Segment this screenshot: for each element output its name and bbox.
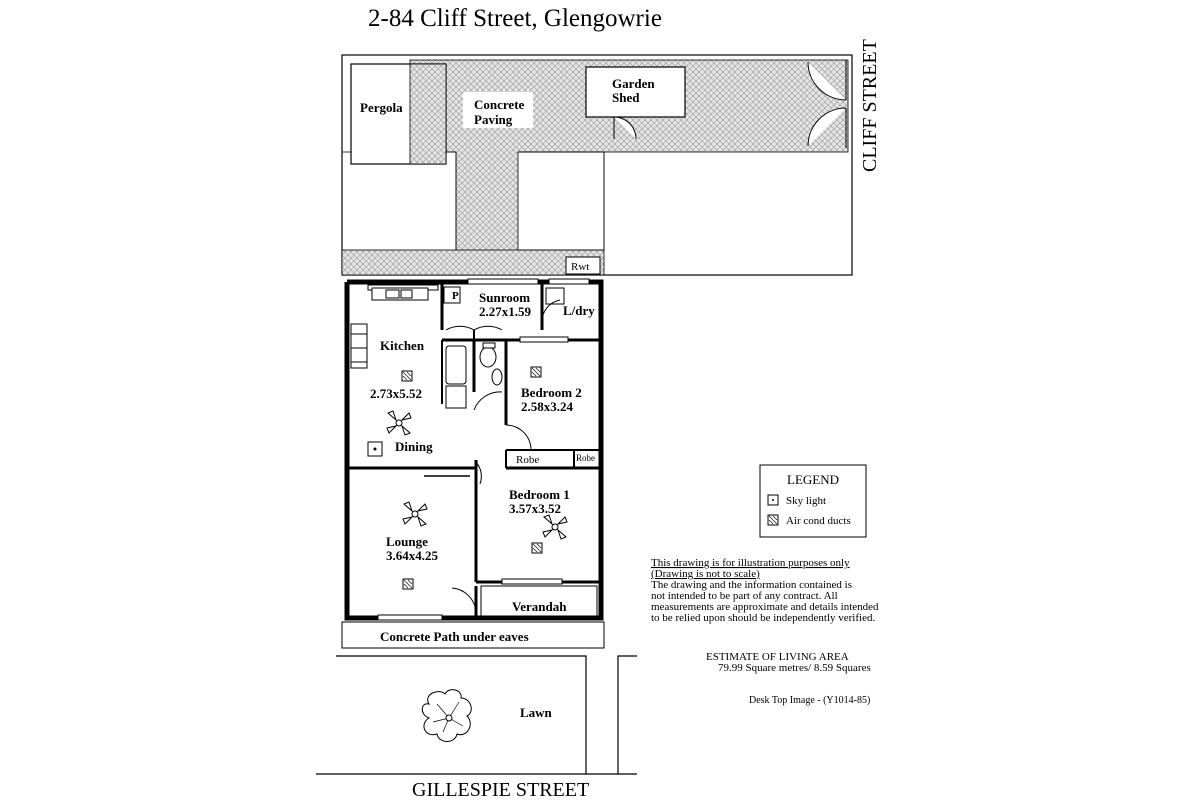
sunroom-label: Sunroom <box>479 290 531 305</box>
robe-label: Robe <box>516 454 540 466</box>
legend-sky-light: Sky light <box>786 495 827 507</box>
bedroom-1-size: 3.57x3.52 <box>509 501 561 516</box>
kitchen-label: Kitchen <box>380 338 425 353</box>
estimate-value: 79.99 Square metres/ 8.59 Squares <box>718 662 871 674</box>
dining-label: Dining <box>395 439 433 454</box>
disclaimer <box>651 557 879 624</box>
estimate-heading: ESTIMATE OF LIVING AREA <box>706 651 849 663</box>
sunroom-size: 2.27x1.59 <box>479 304 531 319</box>
backyard <box>342 55 852 275</box>
legend <box>760 465 866 537</box>
ceiling-fan-icon <box>387 411 411 435</box>
disclaimer-body-2: not intended to be part of any contract. All <box>651 590 838 602</box>
ceiling-fan-icon <box>403 502 427 526</box>
footer-ref: Desk Top Image - (Y1014-85) <box>749 695 871 706</box>
kitchen-size: 2.73x5.52 <box>370 386 422 401</box>
shed-label-1: Garden <box>612 76 655 91</box>
gillespie-street-label: GILLESPIE STREET <box>412 779 590 800</box>
concrete-paving-path <box>456 150 518 250</box>
rwt-label: Rwt <box>571 261 590 273</box>
disclaimer-body-1: The drawing and the information contained is <box>651 579 852 591</box>
lounge-label: Lounge <box>386 534 428 549</box>
bedroom-2-size: 2.58x3.24 <box>521 399 573 414</box>
pantry-label: P <box>452 290 459 302</box>
path-label: Concrete Path under eaves <box>380 629 529 644</box>
ceiling-fan-icon <box>543 515 567 539</box>
concrete-paving-bottom <box>342 250 604 275</box>
laundry-label: L/dry <box>563 303 595 318</box>
house <box>347 279 601 620</box>
plan-title: 2-84 Cliff Street, Glengowrie <box>368 5 662 32</box>
bedroom-2-label: Bedroom 2 <box>521 385 582 400</box>
tree-icon <box>422 690 471 742</box>
pergola-label: Pergola <box>360 100 403 115</box>
robe-2-label: Robe <box>576 453 595 463</box>
legend-title: LEGEND <box>787 472 839 487</box>
bedroom-1-label: Bedroom 1 <box>509 487 570 502</box>
disclaimer-body-3: measurements are approximate and details intended <box>651 601 879 613</box>
disclaimer-line-2: (Drawing is not to scale) <box>651 568 760 580</box>
verandah-label: Verandah <box>512 599 567 614</box>
shed-label-2: Shed <box>612 90 640 105</box>
front-yard <box>316 656 637 774</box>
paving-label-1: Concrete <box>474 97 525 112</box>
lounge-size: 3.64x4.25 <box>386 548 438 563</box>
disclaimer-body-4: to be relied upon should be independently verified. <box>651 612 876 624</box>
legend-air-cond: Air cond ducts <box>786 515 851 527</box>
paving-label-2: Paving <box>474 112 513 127</box>
cliff-street-label: CLIFF STREET <box>859 39 881 172</box>
disclaimer-line-1: This drawing is for illustration purposes only <box>651 557 850 569</box>
lawn-label: Lawn <box>520 705 552 720</box>
